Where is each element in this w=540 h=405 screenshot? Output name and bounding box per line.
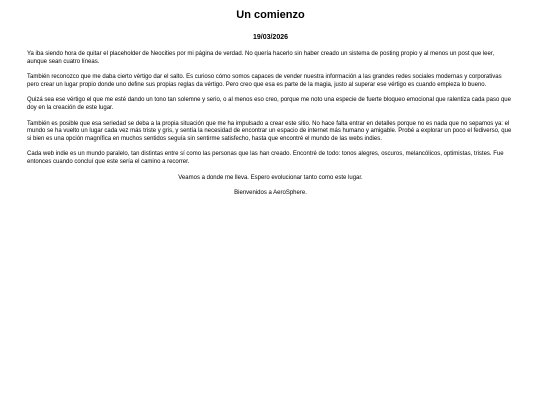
post-paragraph-1: Ya iba siendo hora de quitar el placeholder de Neocities por mi página de verdad. No quería hacerlo sin haber creado un sistema de posting propio y al menos un post que leer, aunque sean cuatro líneas.: [27, 51, 495, 65]
post-paragraph-3: Quizá sea ese vértigo el que me esté dando un tono tan solemne y serio, o al menos eso creo, porque me noto una especie de fuerte bloqueo emocional que ralentiza cada paso que doy en la creación de este lugar.: [27, 97, 511, 111]
post-paragraph-4: También es posible que esa seriedad se deba a la propia situación que me ha impulsado a crear este sitio. No hace falta entrar en detalles porque no es nada que no sepamos ya: el mundo se ha vuelto un lugar cada vez más triste y gris, y sentía la necesidad de encontrar un espacio de internet más humano y amigable. Probé a explorar un poco el fediverso, que si bien es una opción magnífica en muchos sentidos seguía sin sentirme satisfecho, hasta que encontré el mundo de las webs indies.: [27, 120, 512, 142]
closing-line: Veamos a donde me lleva. Espero evolucionar tanto como este lugar.: [178, 174, 363, 181]
welcome-line: Bienvenidos a AeroSphere.: [234, 190, 307, 197]
post-title: Un comienzo: [236, 9, 305, 21]
post-date: 19/03/2026: [252, 34, 289, 41]
post-body: [27, 51, 514, 198]
post-paragraph-2: También reconozco que me daba cierto vértigo dar el salto. Es curioso cómo somos capaces de vender nuestra información a las grandes redes sociales modernas y corporativas pero crear un lugar propio donde uno define sus propias reglas da vértigo. Pero creo que esa es parte de la magia, justo al superar ese vértigo es cuando empieza lo bueno.: [27, 74, 502, 88]
post-paragraph-5: Cada web indie es un mundo paralelo, tan distintas entre sí como las personas que las han creado. Encontré de todo: tonos alegres, oscuros, melancólicos, optimistas, tristes. Fue entonces cuando concluí que este sería el camino a recorrer.: [27, 151, 504, 165]
